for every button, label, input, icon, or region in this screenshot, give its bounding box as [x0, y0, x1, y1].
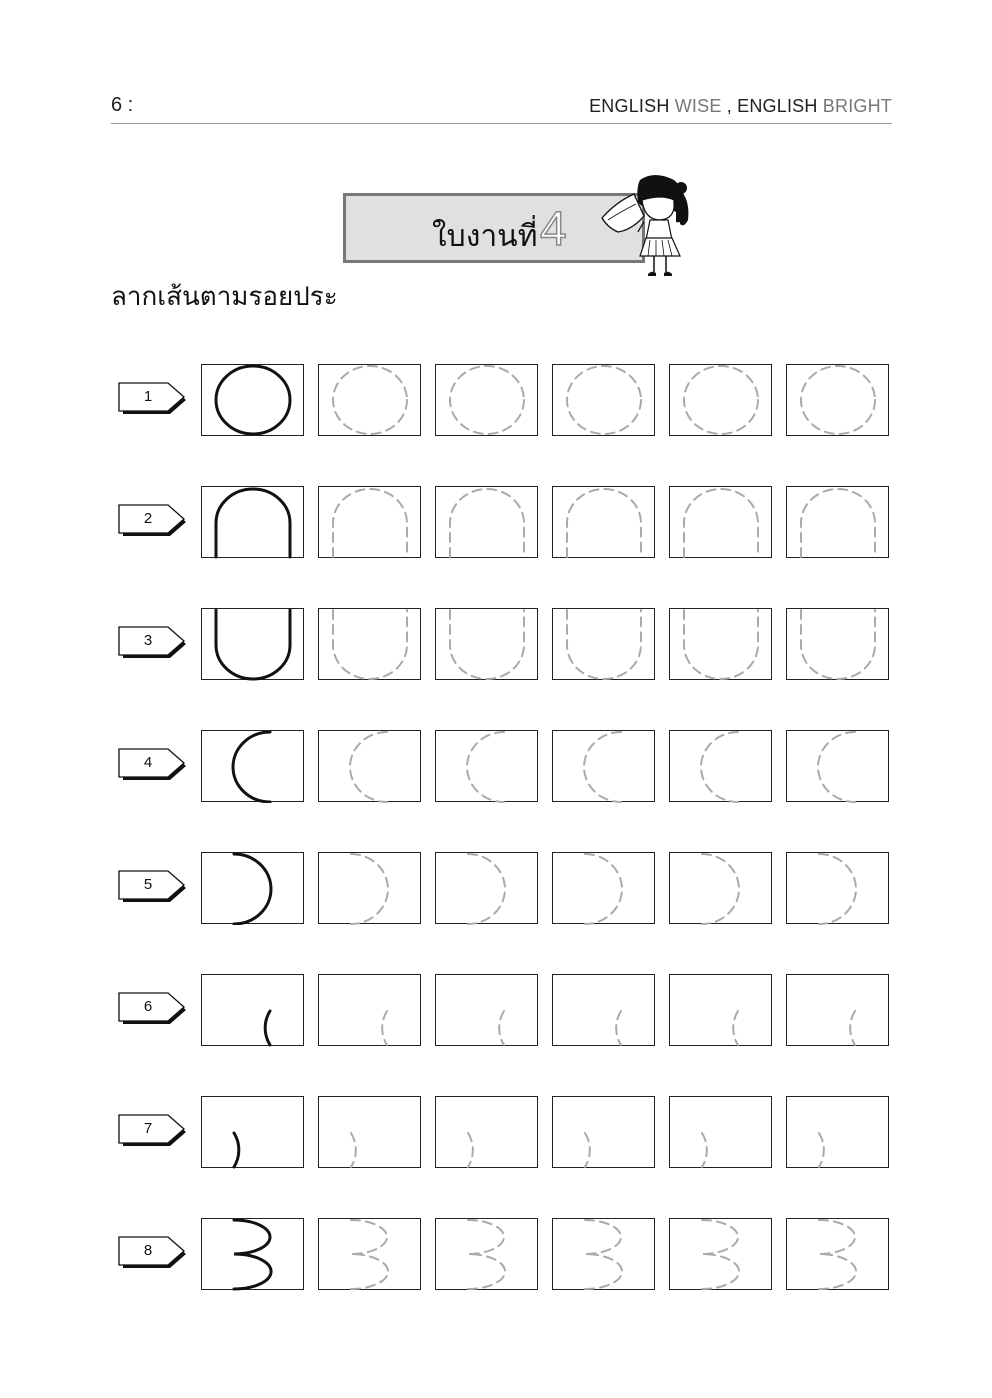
three-shape-icon [553, 1219, 656, 1291]
tracing-cell[interactable] [552, 364, 655, 436]
right-curve-icon [670, 853, 773, 925]
worksheet-title-number: 4 [540, 203, 567, 256]
tracing-cell[interactable] [669, 1218, 772, 1290]
circle-icon [670, 365, 773, 437]
small-left-curve-icon [202, 975, 305, 1047]
tracing-cell[interactable] [435, 852, 538, 924]
tracing-cell[interactable] [669, 1096, 772, 1168]
instruction-text: ลากเส้นตามรอยประ [111, 282, 338, 312]
arch-icon [787, 487, 890, 559]
tracing-cell[interactable] [552, 1218, 655, 1290]
arch-icon [436, 487, 539, 559]
running-title-english-1: ENGLISH [589, 96, 670, 116]
exercise-row-5 [0, 852, 992, 926]
circle-icon [787, 365, 890, 437]
circle-icon [319, 365, 422, 437]
example-cell [201, 1096, 304, 1168]
tracing-cell[interactable] [669, 608, 772, 680]
running-title-wise: WISE [674, 96, 722, 116]
row-number-label: 5 [143, 876, 153, 893]
example-cell [201, 730, 304, 802]
row-number-label: 7 [143, 1120, 153, 1137]
running-title [589, 96, 892, 117]
right-curve-icon [553, 853, 656, 925]
tracing-cell[interactable] [552, 730, 655, 802]
exercise-row-6 [0, 974, 992, 1048]
tracing-cell[interactable] [786, 486, 889, 558]
u-shape-icon [553, 609, 656, 681]
arch-icon [670, 487, 773, 559]
tracing-cell[interactable] [318, 486, 421, 558]
exercise-row-8 [0, 1218, 992, 1292]
example-cell [201, 364, 304, 436]
row-number-label: 4 [143, 754, 153, 771]
row-number-label: 1 [143, 388, 153, 405]
small-right-curve-icon [319, 1097, 422, 1169]
left-curve-icon [670, 731, 773, 803]
tracing-cell[interactable] [786, 852, 889, 924]
three-shape-icon [670, 1219, 773, 1291]
tracing-cell[interactable] [318, 1096, 421, 1168]
tracing-cell[interactable] [552, 1096, 655, 1168]
small-right-curve-icon [202, 1097, 305, 1169]
u-shape-icon [670, 609, 773, 681]
three-shape-icon [787, 1219, 890, 1291]
tracing-cell[interactable] [435, 486, 538, 558]
row-number-label: 6 [143, 998, 153, 1015]
worksheet-title-label: ใบงานที่ [432, 219, 538, 254]
small-left-curve-icon [319, 975, 422, 1047]
circle-icon [553, 365, 656, 437]
tracing-cell[interactable] [435, 1096, 538, 1168]
tracing-cell[interactable] [435, 974, 538, 1046]
example-cell [201, 974, 304, 1046]
small-left-curve-icon [436, 975, 539, 1047]
tracing-cell[interactable] [552, 974, 655, 1046]
row-number-label: 8 [143, 1242, 153, 1259]
row-number-label: 3 [143, 632, 153, 649]
tracing-cell[interactable] [669, 364, 772, 436]
row-number-label: 2 [143, 510, 153, 527]
tracing-cell[interactable] [786, 1218, 889, 1290]
tracing-cell[interactable] [669, 852, 772, 924]
small-right-curve-icon [553, 1097, 656, 1169]
small-right-curve-icon [670, 1097, 773, 1169]
tracing-cell[interactable] [318, 852, 421, 924]
tracing-cell[interactable] [435, 364, 538, 436]
u-shape-icon [202, 609, 305, 681]
example-cell [201, 486, 304, 558]
tracing-cell[interactable] [786, 974, 889, 1046]
tracing-cell[interactable] [552, 608, 655, 680]
running-title-separator: , [721, 96, 738, 116]
running-title-english-2: ENGLISH [737, 96, 818, 116]
three-shape-icon [319, 1219, 422, 1291]
circle-icon [202, 365, 305, 437]
tracing-cell[interactable] [318, 730, 421, 802]
tracing-cell[interactable] [786, 730, 889, 802]
right-curve-icon [202, 853, 305, 925]
right-curve-icon [787, 853, 890, 925]
u-shape-icon [436, 609, 539, 681]
running-title-bright: BRIGHT [822, 96, 892, 116]
exercise-row-2 [0, 486, 992, 560]
tracing-cell[interactable] [786, 364, 889, 436]
left-curve-icon [202, 731, 305, 803]
small-right-curve-icon [787, 1097, 890, 1169]
u-shape-icon [787, 609, 890, 681]
tracing-cell[interactable] [786, 608, 889, 680]
tracing-cell[interactable] [435, 1218, 538, 1290]
exercise-row-3 [0, 608, 992, 682]
small-right-curve-icon [436, 1097, 539, 1169]
tracing-cell[interactable] [669, 974, 772, 1046]
left-curve-icon [436, 731, 539, 803]
left-curve-icon [787, 731, 890, 803]
left-curve-icon [319, 731, 422, 803]
tracing-cell[interactable] [318, 364, 421, 436]
exercise-row-1 [0, 364, 992, 438]
tracing-cell[interactable] [318, 608, 421, 680]
u-shape-icon [319, 609, 422, 681]
example-cell [201, 852, 304, 924]
tracing-cell[interactable] [669, 730, 772, 802]
small-left-curve-icon [670, 975, 773, 1047]
three-shape-icon [202, 1219, 305, 1291]
circle-icon [436, 365, 539, 437]
tracing-cell[interactable] [669, 486, 772, 558]
arch-icon [319, 487, 422, 559]
left-curve-icon [553, 731, 656, 803]
three-shape-icon [436, 1219, 539, 1291]
tracing-cell[interactable] [435, 608, 538, 680]
example-cell [201, 1218, 304, 1290]
tracing-cell[interactable] [786, 1096, 889, 1168]
tracing-cell[interactable] [552, 852, 655, 924]
exercise-row-4 [0, 730, 992, 804]
right-curve-icon [436, 853, 539, 925]
page-number: 6 : [111, 94, 134, 116]
tracing-cell[interactable] [435, 730, 538, 802]
tracing-cell[interactable] [318, 974, 421, 1046]
small-left-curve-icon [787, 975, 890, 1047]
tracing-cell[interactable] [552, 486, 655, 558]
exercise-row-7 [0, 1096, 992, 1170]
header-divider [111, 123, 892, 124]
tracing-cell[interactable] [318, 1218, 421, 1290]
arch-icon [553, 487, 656, 559]
small-left-curve-icon [553, 975, 656, 1047]
right-curve-icon [319, 853, 422, 925]
example-cell [201, 608, 304, 680]
arch-icon [202, 487, 305, 559]
girl-holding-paper-icon [596, 172, 696, 284]
